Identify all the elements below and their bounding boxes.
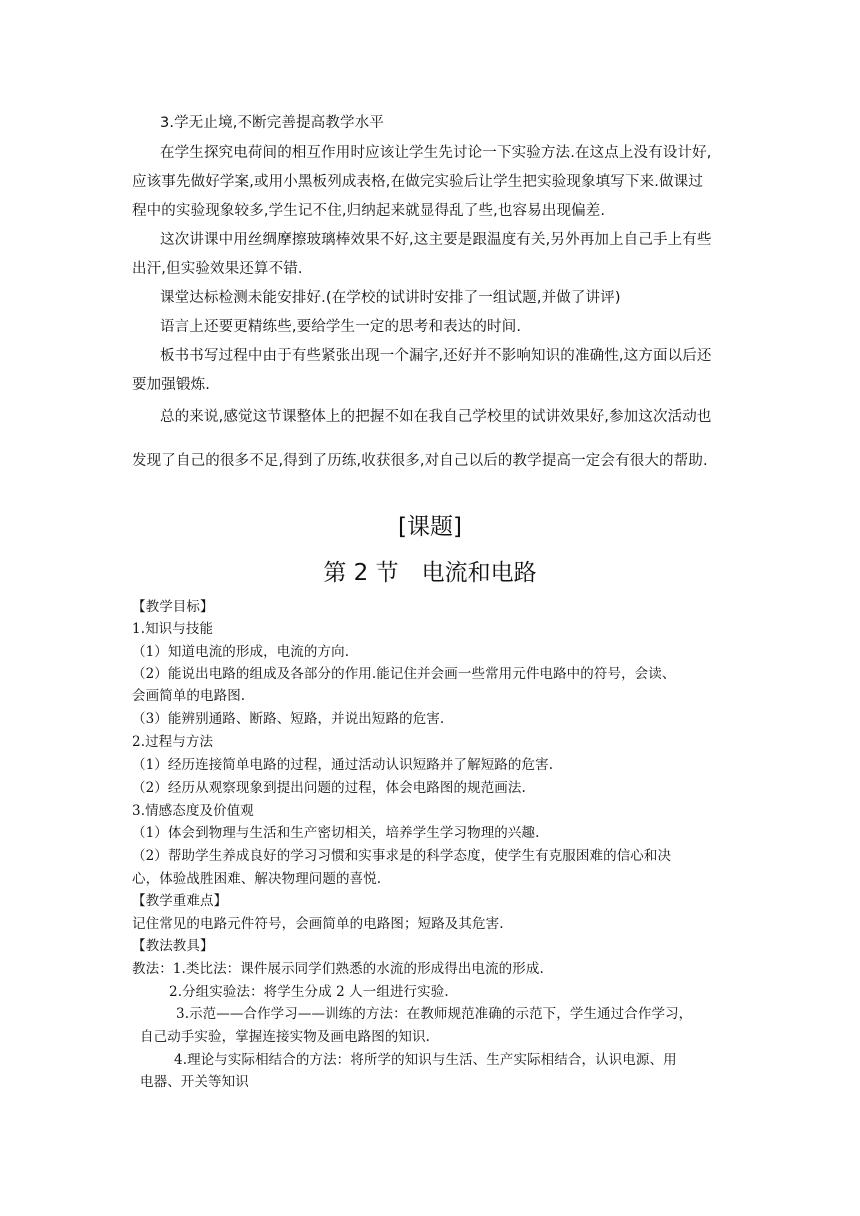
goal-item: （1）经历连接简单电路的过程，通过活动认识短路并了解短路的危害. bbox=[132, 757, 554, 773]
paragraph-line: 要加强锻炼. bbox=[132, 377, 211, 393]
goal-item: （2）经历从观察现象到提出问题的过程，体会电路图的规范画法. bbox=[132, 780, 526, 796]
reflection-heading: 3.学无止境,不断完善提高教学水平 bbox=[160, 115, 384, 131]
goal-item: 会画简单的电路图. bbox=[132, 688, 246, 704]
paragraph-line: 这次讲课中用丝绸摩擦玻璃棒效果不好,这主要是跟温度有关,另外再加上自己手上有些 bbox=[160, 232, 712, 248]
paragraph-line: 课堂达标检测未能安排好.(在学校的试讲时安排了一组试题,并做了讲评) bbox=[160, 290, 621, 306]
goal-item: （2）能说出电路的组成及各部分的作用.能记住并会画一些常用元件电路中的符号，会读、 bbox=[132, 666, 676, 682]
goal-category: 1.知识与技能 bbox=[132, 621, 214, 637]
paragraph-line: 发现了自己的很多不足,得到了历练,收获很多,对自己以后的教学提高一定会有很大的帮助. bbox=[132, 453, 708, 469]
paragraph-line: 程中的实验现象较多,学生记不住,归纳起来就显得乱了些,也容易出现偏差. bbox=[132, 203, 606, 219]
goal-category: 3.情感态度及价值观 bbox=[132, 803, 254, 819]
section-heading-methods: 【教法教具】 bbox=[132, 938, 214, 954]
paragraph-line: 应该事先做好学案,或用小黑板列成表格,在做完实验后让学生把实验现象填写下来.做课过 bbox=[132, 174, 703, 190]
goal-item: （3）能辨别通路、断路、短路，并说出短路的危害. bbox=[132, 711, 445, 727]
keypoints-text: 记住常见的电路元件符号，会画简单的电路图；短路及其危害. bbox=[132, 916, 504, 932]
paragraph-line: 总的来说,感觉这节课整体上的把握不如在我自己学校里的试讲效果好,参加这次活动也 bbox=[160, 409, 712, 425]
paragraph-line: 语言上还要更精练些,要给学生一定的思考和表达的时间. bbox=[160, 319, 522, 335]
paragraph-line: 板书书写过程中由于有些紧张出现一个漏字,还好并不影响知识的准确性,这方面以后还 bbox=[160, 348, 712, 364]
section-heading-goals: 【教学目标】 bbox=[132, 599, 214, 615]
method-item: 自己动手实验，掌握连接实物及画电路图的知识. bbox=[140, 1029, 430, 1045]
goal-item: （1）体会到物理与生活和生产密切相关，培养学生学习物理的兴趣. bbox=[132, 825, 540, 841]
method-item: 4.理论与实际相结合的方法：将所学的知识与生活、生产实际相结合，认识电源、用 bbox=[174, 1052, 677, 1068]
lesson-tag: [课题] bbox=[398, 514, 462, 540]
method-item: 电器、开关等知识 bbox=[140, 1074, 249, 1090]
paragraph-line: 在学生探究电荷间的相互作用时应该让学生先讨论一下实验方法.在这点上没有设计好, bbox=[160, 145, 712, 161]
goal-item: （2）帮助学生养成良好的学习习惯和实事求是的科学态度，使学生有克服困难的信心和决 bbox=[132, 848, 672, 864]
goal-category: 2.过程与方法 bbox=[132, 734, 214, 750]
method-item: 2.分组实验法：将学生分成 2 人一组进行实验. bbox=[169, 984, 449, 1000]
goal-item: （1）知道电流的形成，电流的方向. bbox=[132, 644, 350, 660]
method-item: 教法：1.类比法：课件展示同学们熟悉的水流的形成得出电流的形成. bbox=[132, 961, 544, 977]
section-heading-keypoints: 【教学重难点】 bbox=[132, 893, 228, 909]
goal-item: 心，体验战胜困难、解决物理问题的喜悦. bbox=[132, 871, 382, 887]
method-item: 3.示范——合作学习——训练的方法：在教师规范准确的示范下，学生通过合作学习， bbox=[176, 1006, 693, 1022]
paragraph-line: 出汗,但实验效果还算不错. bbox=[132, 261, 303, 277]
lesson-title: 第 2 节 电流和电路 bbox=[323, 560, 537, 586]
